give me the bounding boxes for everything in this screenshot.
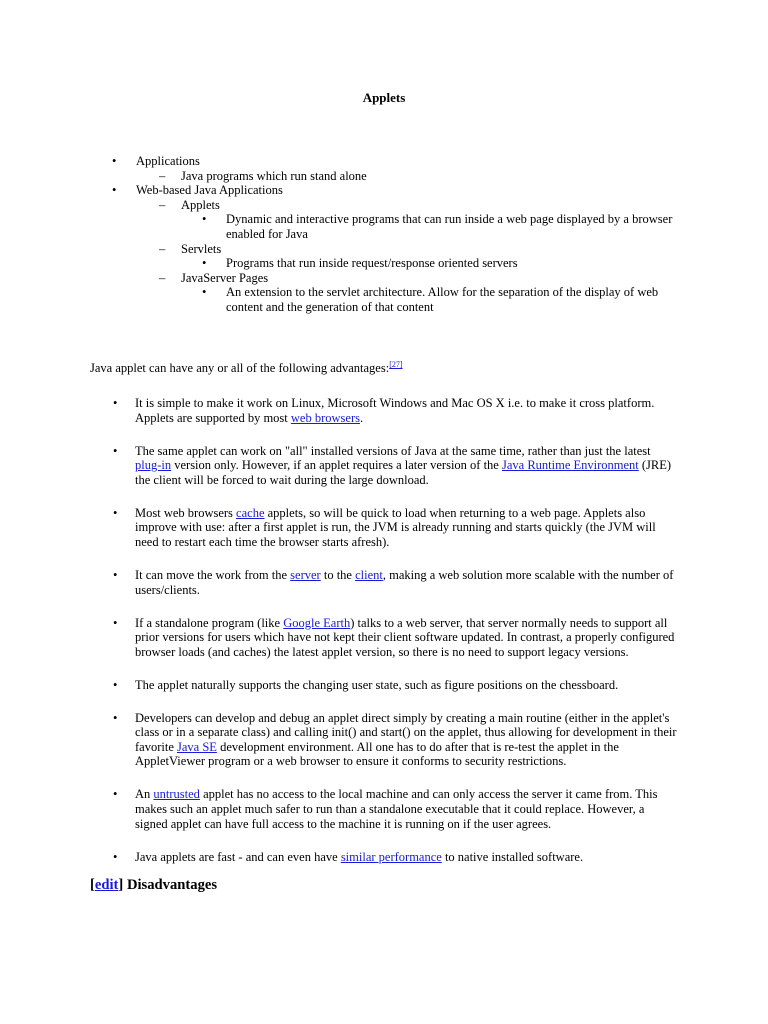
bullet-marker: • xyxy=(113,443,118,458)
advantage-item xyxy=(113,616,679,660)
inline-link[interactable]: Google Earth xyxy=(283,615,351,630)
inline-link[interactable]: similar performance xyxy=(340,849,442,864)
bullet-marker: • xyxy=(113,396,118,410)
advantages-list xyxy=(113,396,679,883)
outline-marker: • xyxy=(202,212,207,227)
topic-outline xyxy=(112,154,692,315)
advantage-text: applets, so will be quick to load when returning to a web page. Applets also improve with use: after a first applet is run, the JVM is already running and starts quickly (the JVM will need to restart each time the browser starts afresh). xyxy=(135,505,656,549)
advantage-item xyxy=(113,568,679,597)
advantage-item xyxy=(113,787,679,831)
advantage-text: Java applets are fast - and can even have xyxy=(135,849,341,864)
outline-marker: – xyxy=(159,270,166,285)
intro-paragraph xyxy=(90,361,690,376)
outline-item xyxy=(112,212,692,241)
inline-link[interactable]: server xyxy=(290,567,321,582)
advantage-text: It is simple to make it work on Linux, Microsoft Windows and Mac OS X i.e. to make it cross platform. Applets are supported by most xyxy=(135,396,655,425)
outline-item-text: Applications xyxy=(136,154,200,168)
bullet-marker: • xyxy=(113,567,118,582)
outline-item-text: Web-based Java Applications xyxy=(136,183,283,198)
advantage-item xyxy=(113,506,679,550)
outline-marker: • xyxy=(202,285,207,300)
advantage-text: The same applet can work on "all" installed versions of Java at the same time, rather than just the latest xyxy=(135,443,651,458)
section-heading-text: Disadvantages xyxy=(123,877,218,893)
inline-link[interactable]: untrusted xyxy=(153,787,200,802)
bullet-marker: • xyxy=(113,787,118,802)
advantage-text: to the xyxy=(320,567,356,582)
outline-item-text: Dynamic and interactive programs that can run inside a web page displayed by a browser enabled for Java xyxy=(226,212,673,241)
outline-marker: – xyxy=(159,241,166,256)
advantage-item xyxy=(113,396,679,425)
bullet-marker: • xyxy=(113,677,118,692)
advantage-text: It can move the work from the xyxy=(135,567,291,582)
advantage-text: If a standalone program (like xyxy=(135,615,284,630)
bullet-marker: • xyxy=(113,849,118,864)
outline-item xyxy=(112,154,692,169)
bullet-marker: • xyxy=(113,615,118,630)
outline-item xyxy=(112,169,692,184)
outline-item xyxy=(112,271,692,286)
advantage-text: ) talks to a web server, that server normally needs to support all prior versions for users which have not kept their client software updated. In contrast, a properly configured browser loads (and caches) the latest applet version, so there is no need to support legacy versions. xyxy=(135,615,675,659)
outline-item-text: An extension to the servlet architecture. Allow for the separation of the display of web content and the generation of that content xyxy=(226,285,659,314)
outline-item xyxy=(112,183,692,198)
advantage-text: . xyxy=(359,410,364,425)
advantage-text: An xyxy=(135,787,154,802)
advantage-text: development environment. All one has to do after that is re-test the applet in the AppletViewer program or a web browser to ensure it conforms to security restrictions. xyxy=(135,739,619,769)
bracket-open: [ xyxy=(90,877,95,893)
reference-link[interactable]: [27] xyxy=(389,360,403,369)
page-title: Applets xyxy=(362,90,406,105)
advantage-item xyxy=(113,444,679,488)
advantage-text: applet has no access to the local machine and can only access the server it came from. This makes such an applet much safer to run than a standalone executable that it could replace. However, a signed applet can have full access to the machine it is running on if the user agrees. xyxy=(135,787,658,831)
inline-link[interactable]: client xyxy=(355,567,383,582)
outline-item-text: JavaServer Pages xyxy=(181,270,269,285)
outline-marker: – xyxy=(159,168,166,183)
advantage-item xyxy=(113,850,679,865)
bullet-marker: • xyxy=(113,505,118,520)
advantage-text: (JRE) the client will be forced to wait during the large download. xyxy=(135,458,672,487)
advantage-text: version only. However, if an applet requires a later version of the xyxy=(171,458,502,473)
intro-text: Java applet can have any or all of the following advantages: xyxy=(90,361,390,375)
outline-item-text: Java programs which run stand alone xyxy=(181,168,367,183)
outline-marker: • xyxy=(202,256,207,271)
inline-link[interactable]: web browsers xyxy=(290,410,360,425)
outline-item xyxy=(112,198,692,213)
advantage-text: The applet naturally supports the changing user state, such as figure positions on the chessboard. xyxy=(135,677,619,692)
edit-link[interactable]: edit xyxy=(94,877,119,893)
bullet-marker: • xyxy=(113,710,118,725)
advantage-text: , making a web solution more scalable with the number of users/clients. xyxy=(135,567,674,597)
advantage-item xyxy=(113,678,679,693)
bracket-close: ] xyxy=(118,877,124,893)
outline-item xyxy=(112,285,692,314)
advantage-item xyxy=(113,711,679,769)
outline-marker: • xyxy=(112,183,117,198)
inline-link[interactable]: plug-in xyxy=(135,458,172,473)
outline-item-text: Servlets xyxy=(181,241,222,256)
advantage-text: Developers can develop and debug an applet direct simply by creating a main routine (either in the applet's class or in a separate class) and calling init() and start() on the applet, thus allowing for development in their favorite xyxy=(135,710,677,754)
inline-link[interactable]: Java Runtime Environment xyxy=(501,458,639,473)
inline-link[interactable]: cache xyxy=(236,505,265,520)
advantage-text: Most web browsers xyxy=(135,505,237,520)
advantage-text: to native installed software. xyxy=(441,849,584,864)
outline-item xyxy=(112,242,692,257)
outline-item-text: Programs that run inside request/response oriented servers xyxy=(226,256,518,271)
section-heading xyxy=(90,878,217,893)
outline-marker: • xyxy=(112,154,117,168)
outline-item-text: Applets xyxy=(181,197,220,212)
outline-item xyxy=(112,256,692,271)
inline-link[interactable]: Java SE xyxy=(177,739,217,754)
outline-marker: – xyxy=(159,197,166,212)
